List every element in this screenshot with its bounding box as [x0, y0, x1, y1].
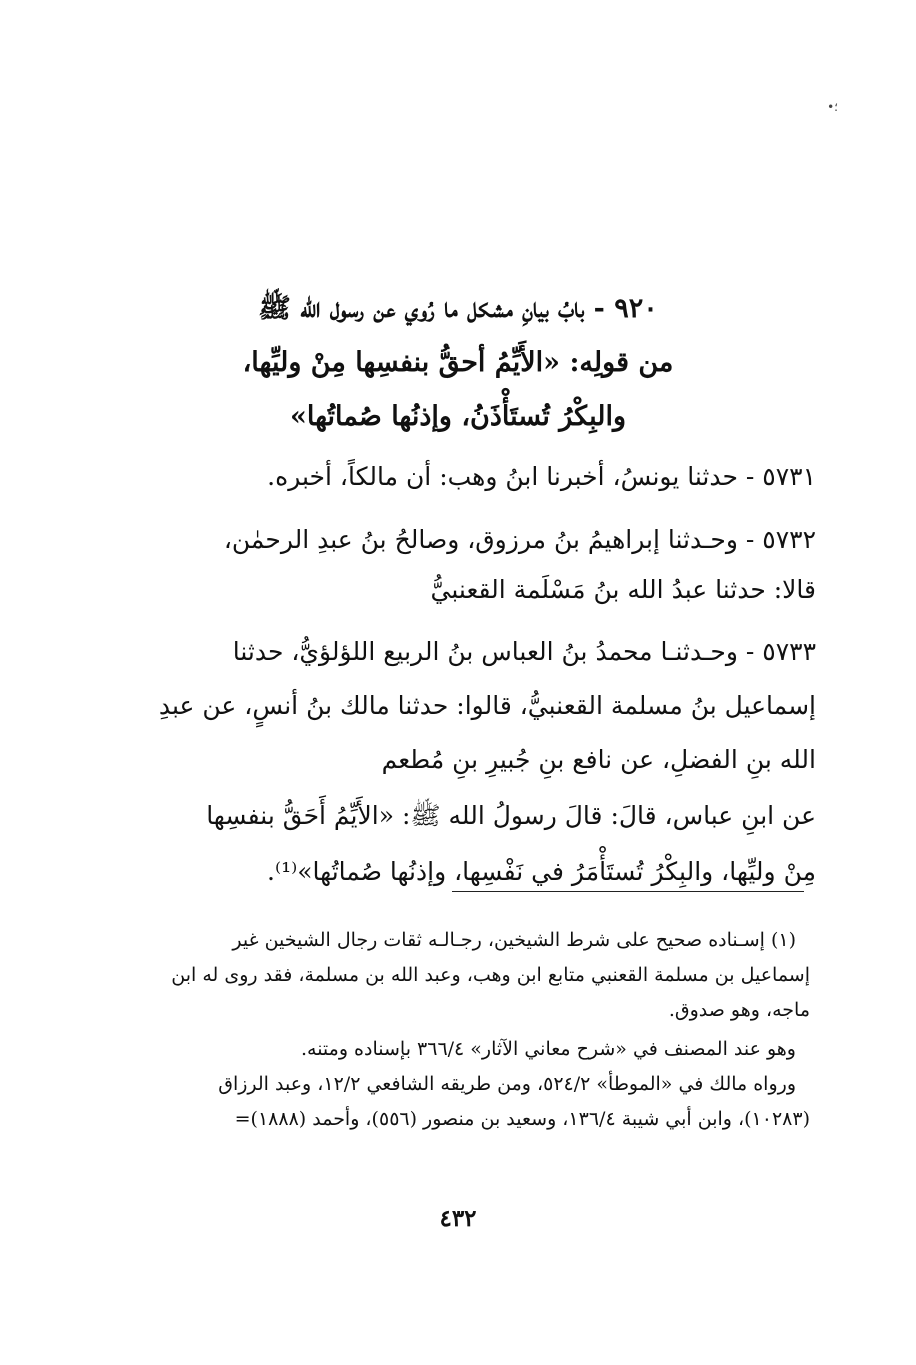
hadith-5732-line-1: ٥٧٣٢ - وحـدثنا إبراهيمُ بنُ مرزوق، وصالحُ بنُ عبدِ الرحمٰن، [223, 525, 816, 554]
hadith-5731 [100, 452, 816, 502]
footnote-1 [100, 923, 810, 1028]
hadith-5732-line-2: قالا: حدثنا عبدُ الله بنُ مَسْلَمة القعنبيُّ [430, 575, 816, 604]
page-number: ٤٣٢ [439, 1205, 477, 1232]
corner-mark: •؛ [827, 100, 838, 114]
chapter-heading-line-3: والبِكْرُ تُستَأْذَنُ، وإذنُها صُماتُها» [289, 401, 627, 432]
hadith-5733-line-1: ٥٧٣٣ - وحـدثنـا محمدُ بنُ العباس بنُ الربيع اللؤلؤيُّ، حدثنا [232, 637, 816, 666]
hadith-5731-line-1: ٥٧٣١ - حدثنا يونسُ، أخبرنا ابنُ وهب: أن مالكاً، أخبره. [267, 462, 816, 491]
footnote-line-6: (١٠٢٨٣)، وابن أبي شيبة ١٣٦/٤، وسعيد بن منصور (٥٥٦)، وأحمد (١٨٨٨)= [234, 1108, 810, 1130]
footnote-1-line-1: (١) إسـناده صحيح على شرط الشيخين، رجـالـه ثقات رجال الشيخين غير [232, 929, 796, 951]
hadith-matn-line-1: عن ابنِ عباس، قالَ: قالَ رسولُ الله ﷺ: «الأَيِّمُ أَحَقُّ بنفسِها [206, 801, 816, 830]
hadith-5733-line-2: إسماعيل بنُ مسلمة القعنبيُّ، قالوا: حدثنا مالك بنُ أنسٍ، عن عبدِ [158, 691, 816, 720]
chapter-heading [100, 282, 816, 444]
hadith-5733 [100, 625, 816, 787]
hadith-matn-line-2: مِنْ وليِّها، والبِكْرُ تُستَأْمَرُ في نَفْسِها، وإذنُها صُماتُها»⁽¹⁾. [267, 857, 816, 886]
footnote-1-line-2: إسماعيل بن مسلمة القعنبي متابع ابن وهب، وعبد الله بن مسلمة، فقد روى له ابن [171, 964, 810, 986]
chapter-heading-line-1: ٩٢٠ - بابُ بيانِ مشكل ما رُوي عن رسول الله ﷺ [258, 293, 658, 324]
footnote-1-line-3: ماجه، وهو صدوق. [668, 999, 810, 1021]
hadith-5733-line-3: الله بنِ الفضلِ، عن نافع بنِ جُبيرِ بنِ مُطعم [381, 745, 816, 774]
footnote-line-4: وهو عند المصنف في «شرح معاني الآثار» ٣٦٦/٤ بإسناده ومتنه. [300, 1038, 796, 1060]
hadith-5732 [100, 515, 816, 615]
footnotes [100, 923, 810, 1137]
footnote-divider [452, 891, 804, 892]
hadith-matn [100, 788, 816, 900]
chapter-heading-line-2: من قولِه: «الأَيِّمُ أحقُّ بنفسِها مِنْ وليِّها، [242, 347, 674, 378]
footnote-line-5: ورواه مالك في «الموطأ» ٥٢٤/٢، ومن طريقه الشافعي ١٢/٢، وعبد الرزاق [218, 1073, 796, 1095]
